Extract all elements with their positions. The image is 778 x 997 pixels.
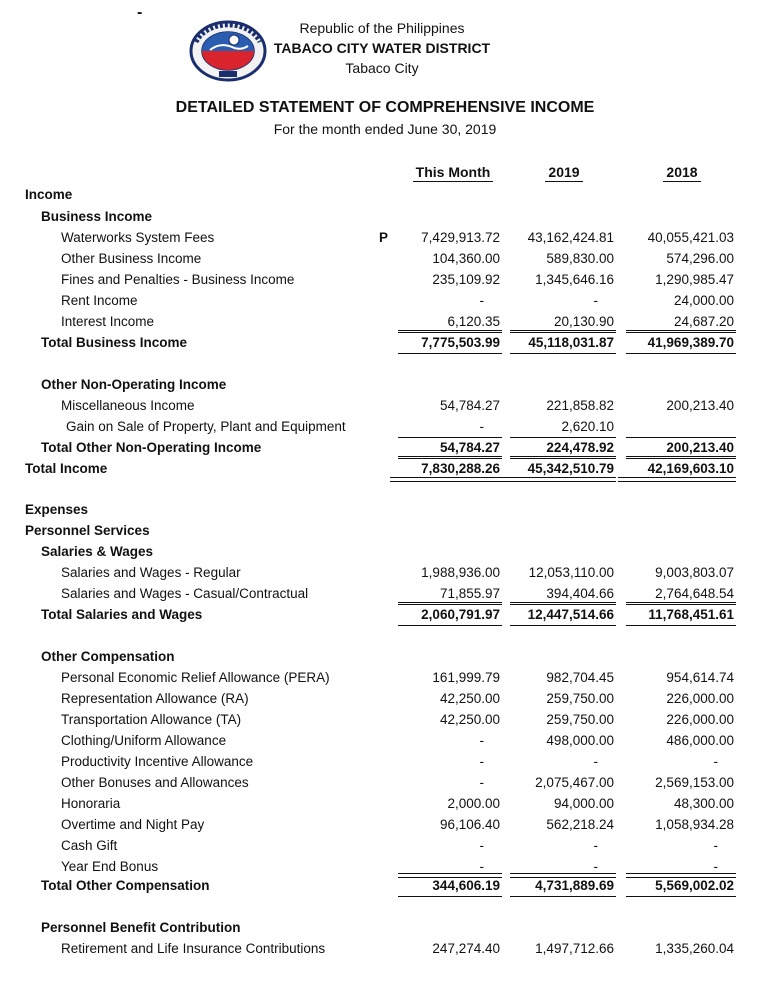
row-label: Salaries and Wages - Casual/Contractual — [61, 586, 309, 601]
row-label: Income — [25, 187, 73, 202]
row-label: Productivity Incentive Allowance — [61, 754, 254, 769]
amount-c3: 486,000.00 — [666, 733, 734, 748]
statement-row — [0, 417, 778, 437]
row-label: Salaries and Wages - Regular — [61, 565, 241, 580]
amount-c1: - — [479, 859, 484, 874]
amount-c2: 45,118,031.87 — [528, 335, 614, 350]
amount-c1: 161,999.79 — [432, 670, 500, 685]
amount-c2: 4,731,889.69 — [535, 878, 614, 893]
amount-c3: 24,000.00 — [673, 293, 734, 308]
amount-c2: 94,000.00 — [553, 796, 614, 811]
statement-row — [0, 668, 778, 688]
subtotal-rule — [626, 330, 736, 331]
row-label: Personnel Services — [25, 523, 150, 538]
statement-heading-row — [0, 605, 778, 625]
statement-row — [0, 228, 778, 248]
amount-c1: - — [479, 838, 484, 853]
row-label: Transportation Allowance (TA) — [61, 712, 242, 727]
amount-c2: - — [593, 754, 598, 769]
amount-c2: - — [593, 859, 598, 874]
amount-c3: 1,290,985.47 — [655, 272, 734, 287]
row-label: Overtime and Night Pay — [61, 817, 205, 832]
amount-c3: 200,213.40 — [666, 398, 734, 413]
amount-c2: 498,000.00 — [546, 733, 614, 748]
republic-line: Republic of the Philippines — [299, 20, 465, 36]
row-label: Other Non-Operating Income — [41, 377, 227, 392]
row-label: Business Income — [41, 209, 153, 224]
statement-heading-row — [0, 647, 778, 667]
amount-c2: 394,404.66 — [546, 586, 614, 601]
amount-c3: 954,614.74 — [666, 670, 734, 685]
amount-c3: 2,569,153.00 — [655, 775, 734, 790]
statement-heading-row — [0, 918, 778, 938]
amount-c2: 589,830.00 — [546, 251, 614, 266]
amount-c2: 12,053,110.00 — [528, 565, 614, 580]
amount-c2: 982,704.45 — [546, 670, 614, 685]
amount-c3: 40,055,421.03 — [647, 230, 734, 245]
statement-heading-row — [0, 375, 778, 395]
subtotal-rule — [510, 330, 616, 331]
row-label: Miscellaneous Income — [61, 398, 195, 413]
amount-c2: 12,447,514.66 — [527, 607, 614, 622]
row-label: Other Compensation — [41, 649, 175, 664]
row-label: Total Salaries and Wages — [41, 607, 203, 622]
amount-c1: 96,106.40 — [439, 817, 500, 832]
statement-row — [0, 773, 778, 793]
statement-row — [0, 396, 778, 416]
amount-c3: - — [713, 838, 718, 853]
amount-c3: 48,300.00 — [673, 796, 734, 811]
statement-row — [0, 939, 778, 959]
amount-c2: 2,075,467.00 — [535, 775, 614, 790]
amount-c3: 226,000.00 — [666, 712, 734, 727]
agency-header — [270, 18, 494, 78]
subtotal-rule — [398, 330, 502, 331]
amount-c1: 344,606.19 — [432, 878, 500, 893]
amount-c2: 45,342,510.79 — [527, 461, 614, 476]
amount-c1: 2,000.00 — [447, 796, 500, 811]
statement-heading-row — [0, 459, 778, 479]
amount-c3: - — [713, 859, 718, 874]
total-underline — [626, 625, 736, 626]
row-label: Expenses — [25, 502, 89, 517]
subtotal-rule — [510, 456, 616, 457]
row-label: Interest Income — [61, 314, 155, 329]
statement-title: DETAILED STATEMENT OF COMPREHENSIVE INCOME — [175, 99, 595, 116]
page-mark: - — [137, 4, 143, 21]
row-label: Other Bonuses and Allowances — [61, 775, 249, 790]
double-underline — [502, 477, 616, 482]
amount-c1: 7,429,913.72 — [421, 230, 500, 245]
statement-row — [0, 710, 778, 730]
row-label: Cash Gift — [61, 838, 118, 853]
statement-heading-row — [0, 500, 778, 520]
amount-c1: 6,120.35 — [447, 314, 500, 329]
row-label: Total Other Compensation — [41, 878, 210, 893]
double-underline — [618, 477, 736, 482]
statement-row — [0, 815, 778, 835]
amount-c1: 42,250.00 — [439, 691, 500, 706]
total-underline — [510, 896, 616, 897]
statement-row — [0, 291, 778, 311]
statement-row — [0, 836, 778, 856]
amount-c1: - — [479, 754, 484, 769]
amount-c2: 221,858.82 — [546, 398, 614, 413]
amount-c3: 200,213.40 — [666, 440, 734, 455]
total-underline — [398, 896, 502, 897]
row-label: Year End Bonus — [61, 859, 159, 874]
row-label: Fines and Penalties - Business Income — [61, 272, 295, 287]
amount-c3: 2,764,648.54 — [655, 586, 734, 601]
amount-c1: 42,250.00 — [439, 712, 500, 727]
statement-row — [0, 249, 778, 269]
amount-c3: 41,969,389.70 — [647, 335, 734, 350]
statement-heading-row — [0, 185, 778, 205]
amount-c1: 7,830,288.26 — [421, 461, 500, 476]
amount-c1: 104,360.00 — [432, 251, 500, 266]
subtotal-rule — [626, 873, 736, 874]
amount-c3: - — [713, 754, 718, 769]
amount-c3: 574,296.00 — [666, 251, 734, 266]
amount-c1: 1,988,936.00 — [421, 565, 500, 580]
row-label: Other Business Income — [61, 251, 202, 266]
amount-c3: 42,169,603.10 — [647, 461, 734, 476]
row-label: Personal Economic Relief Allowance (PERA) — [61, 670, 330, 685]
amount-c3: 11,768,451.61 — [648, 607, 734, 622]
amount-c3: 226,000.00 — [666, 691, 734, 706]
row-label: Gain on Sale of Property, Plant and Equipment — [66, 419, 346, 434]
subtotal-rule — [510, 602, 616, 603]
double-underline — [390, 477, 502, 482]
peso-symbol: P — [379, 230, 389, 245]
subtotal-rule — [398, 456, 502, 457]
subtotal-rule — [626, 456, 736, 457]
total-underline — [398, 625, 502, 626]
row-label: Representation Allowance (RA) — [61, 691, 249, 706]
subtotal-rule — [626, 602, 736, 603]
statement-row — [0, 270, 778, 290]
statement-row — [0, 752, 778, 772]
total-underline — [510, 625, 616, 626]
statement-row — [0, 584, 778, 604]
statement-row — [0, 312, 778, 332]
subtotal-rule — [510, 873, 616, 874]
statement-heading-row — [0, 542, 778, 562]
row-label: Total Income — [25, 461, 108, 476]
column-header-2019: 2019 — [512, 164, 616, 182]
column-header-this-month: This Month — [398, 164, 508, 182]
amount-c2: 20,130.90 — [553, 314, 614, 329]
amount-c1: 54,784.27 — [439, 440, 500, 455]
amount-c2: 259,750.00 — [546, 712, 614, 727]
amount-c1: - — [479, 419, 484, 434]
amount-c2: 1,345,646.16 — [535, 272, 614, 287]
amount-c3: 1,058,934.28 — [655, 817, 734, 832]
column-header-2018: 2018 — [628, 164, 736, 182]
water-district-seal-icon — [188, 20, 268, 82]
agency-city: Tabaco City — [345, 60, 419, 76]
statement-heading-row — [0, 333, 778, 353]
amount-c1: 7,775,503.99 — [421, 335, 500, 350]
amount-c1: - — [479, 775, 484, 790]
statement-heading-row — [0, 438, 778, 458]
statement-row — [0, 731, 778, 751]
row-label: Waterworks System Fees — [61, 230, 215, 245]
amount-c2: 562,218.24 — [546, 817, 614, 832]
amount-c1: - — [479, 293, 484, 308]
row-label: Rent Income — [61, 293, 138, 308]
amount-c3: 1,335,260.04 — [655, 941, 734, 956]
amount-c1: - — [479, 733, 484, 748]
total-underline — [626, 353, 736, 354]
statement-heading-row — [0, 876, 778, 896]
amount-c2: - — [593, 838, 598, 853]
amount-c2: 224,478.92 — [546, 440, 614, 455]
row-label: Personnel Benefit Contribution — [41, 920, 241, 935]
statement-heading-row — [0, 207, 778, 227]
amount-c2: 43,162,424.81 — [527, 230, 614, 245]
amount-c1: 2,060,791.97 — [421, 607, 500, 622]
amount-c2: 1,497,712.66 — [535, 941, 614, 956]
total-underline — [398, 353, 502, 354]
statement-row — [0, 689, 778, 709]
row-label: Honoraria — [61, 796, 121, 811]
row-label: Clothing/Uniform Allowance — [61, 733, 227, 748]
amount-c3: 5,569,002.02 — [655, 878, 734, 893]
statement-row — [0, 563, 778, 583]
amount-c2: - — [593, 293, 598, 308]
statement-row — [0, 794, 778, 814]
amount-c2: 2,620.10 — [561, 419, 614, 434]
row-label: Total Other Non-Operating Income — [41, 440, 262, 455]
row-label: Total Business Income — [41, 335, 188, 350]
amount-c1: 71,855.97 — [439, 586, 500, 601]
total-underline — [626, 896, 736, 897]
total-underline — [510, 353, 616, 354]
subtotal-rule — [398, 873, 502, 874]
row-label: Retirement and Life Insurance Contributions — [61, 941, 326, 956]
subtotal-rule — [398, 602, 502, 603]
amount-c1: 54,784.27 — [439, 398, 500, 413]
agency-name: TABACO CITY WATER DISTRICT — [273, 40, 491, 56]
statement-period: For the month ended June 30, 2019 — [273, 121, 497, 137]
amount-c3: 9,003,803.07 — [655, 565, 734, 580]
amount-c1: 235,109.92 — [432, 272, 500, 287]
row-label: Salaries & Wages — [41, 544, 154, 559]
amount-c3: 24,687.20 — [673, 314, 734, 329]
statement-heading-row — [0, 521, 778, 541]
amount-c2: 259,750.00 — [546, 691, 614, 706]
amount-c1: 247,274.40 — [432, 941, 500, 956]
statement-row — [0, 857, 778, 877]
